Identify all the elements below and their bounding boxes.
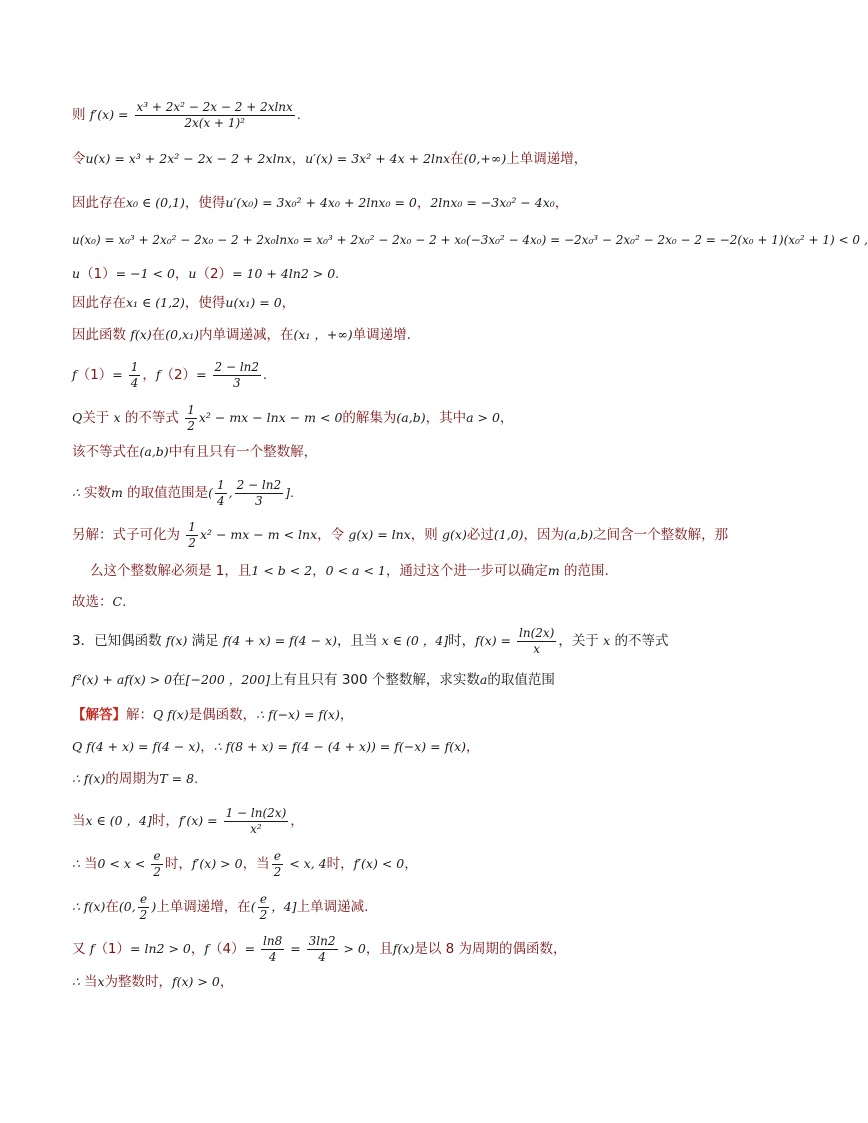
math-expression: u [72,266,81,281]
text-run: ，因为 [523,527,564,543]
text-run: 当 [72,813,86,829]
math-expression: x [97,974,105,989]
math-expression: f(4 + x) = f(4 − x) [222,633,337,648]
text-run: ，其中 [425,410,467,426]
question-text: 3．已知偶函数 [72,633,166,649]
math-expression: g(x) [442,527,467,542]
text-run: ， [554,195,569,211]
text-run: ，令 [317,527,349,543]
fraction [307,934,338,965]
text-run: ，通过这个进一步可以确定 [385,563,548,579]
math-expression: m [110,485,123,500]
math-expression: 2lnx₀ = −3x₀² − 4x₀ [430,195,555,210]
text-run: 关于 [82,410,114,426]
fraction [261,934,284,965]
text-run: ， [466,739,480,755]
answer-label: 【解答】 [72,707,126,723]
question-text: ，且当 [336,633,382,649]
line-2 [72,149,734,169]
line-4 [72,230,868,250]
question-text: 在 [172,672,186,688]
math-expression: f(x) = [475,633,515,648]
fraction-numerator: x³ + 2x² − 2x − 2 + 2xlnx [136,100,293,114]
math-expression: = 10 + 4ln2 > 0 [232,266,336,281]
math-expression: x² − mx − m < lnx [199,527,318,542]
math-expression: ) [151,899,157,914]
text-run: 在 [450,151,464,167]
text-run: （1） [94,941,131,957]
math-expression: f(x) > 0 [172,974,220,989]
text-run: 上单调递增，在 [156,899,251,915]
text-run: ， [291,151,306,167]
fraction-denominator: 2 [139,908,148,922]
line-22 [72,892,734,923]
text-run: 必过 [466,527,494,543]
math-expression: x ∈ (0 ，4] [85,813,152,828]
fraction-denominator: 2 [187,419,195,433]
math-expression: x² − mx − lnx − m < 0 [198,410,343,425]
text-run: （2） [160,367,197,383]
math-expression: x ∈ (0 ，4] [381,633,449,648]
text-run: ， [200,739,214,755]
math-expression: f [72,367,77,382]
fraction-denominator: 4 [268,950,277,964]
text-run: 的取值范围是 [122,485,209,501]
math-expression: u [188,266,197,281]
fraction-denominator: 4 [216,494,225,508]
math-expression: f′(x) < 0 [353,856,405,871]
math-expression: f(x) [165,633,188,648]
math-expression: f(x) [392,941,415,956]
math-expression: 1 < b < 2 [251,563,313,578]
math-expression: a > 0 [466,410,500,425]
fraction [185,403,197,434]
text-run: ， [312,563,326,579]
text-run: ， [219,974,234,990]
line-6 [72,293,734,313]
line-7 [72,325,734,345]
line-12 [72,520,734,551]
math-expression: , [228,485,233,500]
text-run: 当 [83,856,98,872]
fraction-numerator: 1 [216,478,225,492]
text-run: 则 [72,107,90,123]
fraction-numerator: ln(2x) [519,626,555,640]
fraction-numerator: e [272,849,284,865]
fraction-numerator: 3ln2 [308,934,336,948]
line-18 [72,737,734,757]
math-expression: g(x) = lnx [348,527,411,542]
math-expression: . [263,367,268,382]
math-expression: 0 < x < [97,856,150,871]
math-expression: m [547,563,560,578]
fraction [135,100,295,131]
text-run: 上单调递减. [296,899,369,915]
math-expression: f [89,941,95,956]
math-expression: = −1 < 0 [115,266,175,281]
text-run: 时， [151,813,179,829]
fraction-numerator: 1 [130,360,139,374]
text-run: ， [404,856,418,872]
line-15 [72,626,734,657]
math-expression: = [196,367,211,382]
line-21 [72,849,734,880]
text-run: 的周期为 [105,771,160,787]
line-17 [72,705,734,725]
math-expression: u(x₀) = x₀³ + 2x₀² − 2x₀ − 2 + 2x₀lnx₀ = x₀³ + 2x₀² − 2x₀ − 2 + x₀(−3x₀² − 4x₀) = −2x₀³ − 2x₀² − 2x₀ − 2 = −2(x₀ + 1)(x₀² + 1) < 0 [72,233,861,247]
text-run: 该不等式在 [72,444,140,460]
question-text: 上有且只有 300 个整数解，求实数 [270,672,480,688]
line-16 [72,670,734,690]
text-run: 是以 8 为周期的偶函数， [414,941,567,957]
fraction-numerator: 2 − ln2 [236,478,282,492]
fraction [224,806,289,837]
fraction-denominator: 3 [232,376,241,390]
question-text: ，关于 [558,633,604,649]
math-expression: f²(x) + af(x) > 0 [72,672,173,687]
math-expression: a [479,672,488,687]
math-expression: (x₁ ，+∞) [293,327,353,342]
text-run: ， [499,410,514,426]
text-run: ， [339,707,354,723]
math-expression: ( [208,485,213,500]
text-run: ， [142,367,156,383]
math-expression: ] [285,485,291,500]
math-expression: (a,b) [396,410,426,425]
fraction-denominator: 2 [259,908,268,922]
text-run: 的范围. [559,563,609,579]
fraction-denominator: 2 [273,865,282,879]
math-expression: C [112,594,123,609]
math-expression: ∴ f(8 + x) = f(4 − (4 + x)) = f(−x) = f(x) [213,739,467,754]
text-run: 的解集为 [342,410,397,426]
fraction-denominator: x² [250,822,262,836]
math-expression: f′(x) = [178,813,222,828]
text-run: 时， [164,856,192,872]
text-run: 上单调递增， [506,151,588,167]
fraction-numerator: e [258,892,270,908]
math-expression: x₁ ∈ (1,2) [126,295,185,310]
math-expression: u(x) = x³ + 2x² − 2x − 2 + 2xlnx [85,151,292,166]
math-expression: , [860,232,868,247]
math-expression: f [204,941,209,956]
math-expression: (0,x₁) [165,327,199,342]
fraction [129,360,141,391]
line-20 [72,806,734,837]
line-24 [72,972,734,992]
text-run: （2） [196,266,233,282]
math-expression: > 0 [339,941,366,956]
line-1 [72,100,734,131]
text-run: 因此存在 [72,295,126,311]
line-10 [72,442,734,462]
text-run: ，则 [410,527,443,543]
text-run: 因此存在 [72,195,126,211]
text-run: 之间含一个整数解，那 [593,527,729,543]
text-run: 时， [326,856,354,872]
math-expression: = [286,941,305,956]
line-13 [90,561,734,581]
math-expression: u′(x) = 3x² + 4x + 2lnx [305,151,451,166]
math-expression: f′(x) > 0 [191,856,243,871]
question-text: 满足 [187,633,223,649]
math-expression: Q [72,410,83,425]
math-expression: ，4] [271,899,297,914]
text-run: ， [416,195,431,211]
text-run: ，当 [242,856,270,872]
text-run: ， [281,295,296,311]
math-expression: Q f(4 + x) = f(4 − x) [72,739,201,754]
line-11 [72,478,734,509]
math-expression: Q f(x) [153,707,189,722]
fraction-denominator: 4 [130,376,139,390]
question-text: 的不等式 [610,633,669,649]
fraction [186,520,198,551]
math-expression: x [603,633,611,648]
math-expression: (1,0) [493,527,524,542]
text-run: ， [290,813,304,829]
text-run: 内单调递减，在 [198,327,294,343]
question-text: 时， [448,633,476,649]
text-run: 为整数时， [104,974,172,990]
math-expression: ∴ [72,485,84,500]
text-run: （1） [80,266,116,282]
math-expression: (a,b) [139,444,169,459]
math-expression: ∴ [72,974,84,989]
text-run: ，使得 [184,295,226,311]
math-expression: (0,+∞) [463,151,507,166]
text-run: 令 [72,151,86,167]
fraction [517,626,556,657]
fraction [151,849,163,880]
fraction-denominator: 2 [188,536,196,550]
math-expression: f′(x) = [89,107,133,122]
math-expression: u(x₁) = 0 [225,295,282,310]
math-expression: x [113,410,121,425]
line-23 [72,934,734,965]
line-3 [72,193,734,213]
math-expression: ∴ f(x) [72,771,106,786]
math-expression: = ln2 > 0 [130,941,191,956]
text-run: ，使得 [184,195,226,211]
text-run: ，且 [365,941,393,957]
text-run: . [122,594,127,610]
math-expression: 0 < a < 1 [325,563,386,578]
text-run: 中有且只有一个整数解， [168,444,318,460]
fraction-denominator: 4 [318,950,326,964]
fraction-denominator: 2 [153,865,161,879]
math-expression: < x, 4 [285,856,327,871]
line-8 [72,360,734,391]
math-expression: ∴ f(x) [72,899,106,914]
text-run: 单调递增. [352,327,411,343]
math-expression: ∴ [72,856,84,871]
text-run: 实数 [83,485,111,501]
text-run: 在 [151,327,166,343]
math-expression: [−200 ，200] [185,672,271,687]
fraction-numerator: ln8 [263,934,283,948]
math-expression: = [244,941,260,956]
math-expression: = [112,367,127,382]
text-run: 故选： [72,594,113,610]
math-expression: T = 8 [159,771,195,786]
fraction-numerator: e [151,849,163,865]
text-run: 的不等式 [120,410,184,426]
math-expression: f [155,367,161,382]
math-expression: . [194,771,199,786]
text-run: （4） [209,941,245,957]
line-19 [72,769,734,789]
text-run: 解： [126,707,153,723]
question-text: 的取值范围 [487,672,555,688]
text-run: 因此函数 [72,327,131,343]
line-14 [72,592,734,612]
fraction-denominator: x [533,642,541,656]
math-expression: (a,b) [564,527,594,542]
fraction [213,360,262,391]
math-expression: ( [250,899,256,914]
text-run: 在 [105,899,119,915]
math-expression: u′(x₀) = 3x₀² + 4x₀ + 2lnx₀ = 0 [225,195,417,210]
text-run: 另解：式子可化为 [72,527,185,543]
line-9 [72,403,734,434]
text-run: ， [174,266,189,282]
text-run: ， [190,941,205,957]
fraction [235,478,284,509]
fraction-denominator: 2x(x + 1)² [184,116,245,130]
text-run: 当 [83,974,98,990]
math-expression: f(x) [130,327,152,342]
fraction [272,849,284,880]
text-run: 么这个整数解必须是 1，且 [90,563,252,579]
line-5 [72,264,734,284]
fraction-denominator: 3 [255,494,263,508]
math-expression: ∴ f(−x) = f(x) [256,707,340,722]
text-run: 又 [72,941,90,957]
math-expression: . [335,266,340,281]
fraction-numerator: 1 [188,520,196,534]
math-expression: . [296,107,301,122]
fraction-numerator: 1 − ln(2x) [225,806,287,820]
fraction-numerator: 1 [187,403,195,417]
math-expression: x₀ ∈ (0,1) [126,195,185,210]
fraction [258,892,270,923]
math-expression: . [290,485,295,500]
text-run: 是偶函数， [188,707,257,723]
math-expression: (0, [118,899,136,914]
fraction-numerator: 2 − ln2 [214,360,260,374]
fraction-numerator: e [138,892,150,908]
text-run: （1） [76,367,113,383]
fraction [215,478,227,509]
fraction [138,892,150,923]
